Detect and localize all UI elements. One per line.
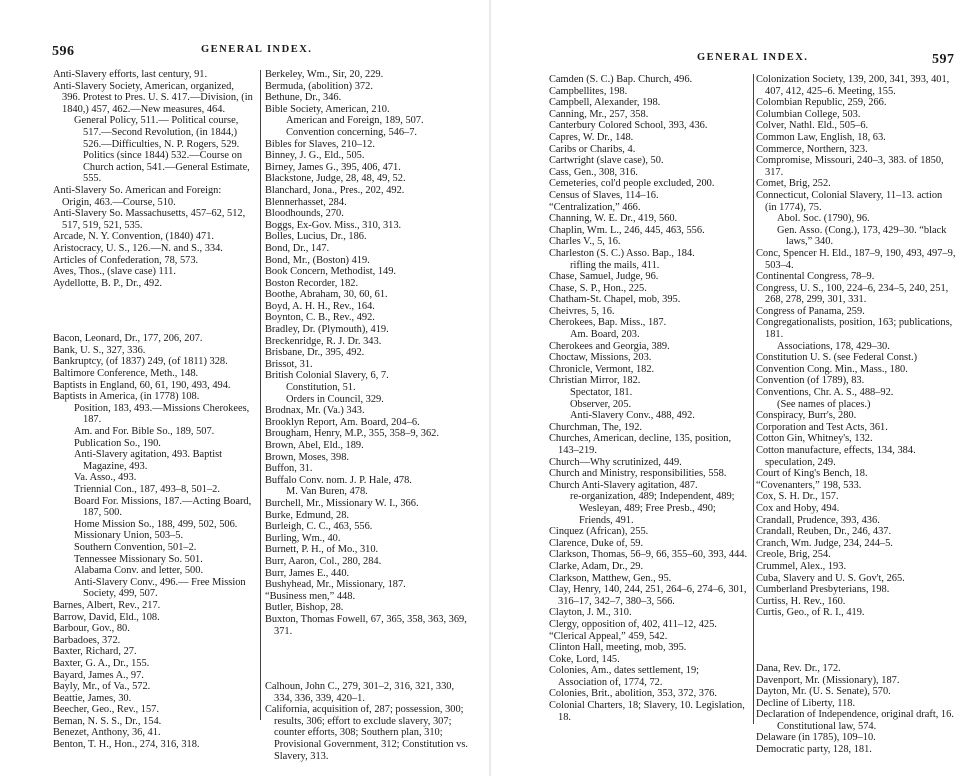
- index-entry: Beattie, James, 30.: [53, 692, 132, 704]
- index-subentry: Gen. Asso. (Cong.), 173, 429–30. “black laws,” 340.: [777, 224, 947, 248]
- running-head: GENERAL INDEX.: [697, 52, 809, 63]
- index-subentry: Observer, 205.: [570, 398, 632, 410]
- index-entry: Campbell, Alexander, 198.: [549, 97, 661, 109]
- index-subentry: Anti-Slavery Conv., 488, 492.: [570, 410, 695, 422]
- index-entry: Congregationalists, position, 163; publications, 181.: [756, 317, 953, 341]
- index-subentry: Publication So., 190.: [74, 437, 161, 449]
- index-entry: “Covenanters,” 198, 533.: [756, 479, 862, 491]
- index-entry: Crandall, Prudence, 393, 436.: [756, 514, 880, 526]
- index-entry: Cheivres, 5, 16.: [549, 305, 615, 317]
- index-entry: Barnes, Albert, Rev., 217.: [53, 599, 161, 611]
- index-entry: Campbellites, 198.: [549, 85, 628, 97]
- index-entry: Cherokees and Georgia, 389.: [549, 340, 670, 352]
- letter-section-gap: [265, 653, 470, 665]
- index-subentry: Board For. Missions, 187.—Acting Board, 187, 500.: [74, 495, 252, 519]
- index-entry: Chronicle, Vermont, 182.: [549, 363, 655, 375]
- index-subentry: American and Foreign, 189, 507.: [286, 115, 424, 127]
- index-entry: Articles of Confederation, 78, 573.: [53, 254, 199, 266]
- index-entry: Commerce, Northern, 323.: [756, 143, 868, 155]
- index-entry: Bond, Dr., 147.: [265, 242, 330, 254]
- index-subentry: Tennessee Missionary So. 501.: [74, 553, 203, 565]
- index-entry: Bloodhounds, 270.: [265, 208, 344, 220]
- index-entry: Church Anti-Slavery agitation, 487.: [549, 479, 698, 491]
- index-entry: Cartwright (slave case), 50.: [549, 155, 664, 167]
- index-entry: Birney, James G., 395, 406, 471.: [265, 161, 401, 173]
- index-entry: Colombian Republic, 259, 266.: [756, 97, 887, 109]
- index-entry: Bayard, James A., 97.: [53, 669, 144, 681]
- index-entry: Constitution U. S. (see Federal Const.): [756, 352, 918, 364]
- index-entry: Church—Why scrutinized, 449.: [549, 456, 682, 468]
- index-entry: Brisbane, Dr., 395, 492.: [265, 347, 365, 359]
- index-entry: Colver, Nathl. Eld., 505–6.: [756, 120, 869, 132]
- index-subentry: Triennial Con., 187, 493–8, 501–2.: [74, 484, 220, 495]
- column-rule: [260, 70, 261, 720]
- index-entry: Anti-Slavery efforts, last century, 91.: [53, 69, 208, 80]
- index-entry: Cherokees, Bap. Miss., 187.: [549, 317, 667, 329]
- index-entry: Brougham, Henry, M.P., 355, 358–9, 362.: [265, 428, 439, 440]
- index-subentry: Am. Board, 203.: [570, 329, 640, 341]
- index-entry: Clarke, Adam, Dr., 29.: [549, 560, 644, 572]
- index-entry: Corporation and Test Acts, 361.: [756, 421, 888, 433]
- index-entry: Coke, Lord, 145.: [549, 653, 620, 665]
- index-entry: Clergy, opposition of, 402, 411–12, 425.: [549, 618, 717, 630]
- index-subentry: M. Van Buren, 478.: [286, 486, 368, 498]
- index-entry: Bible Society, American, 210.: [265, 103, 390, 115]
- index-entry: Anti-Slavery Society, American, organized, 396. Protest to Pres. U. S. 417.—Division, (in 1840,) 457, 462.—New measures, 464.: [53, 80, 253, 115]
- index-entry: Burchell, Mr., Missionary W. I., 366.: [265, 497, 419, 509]
- index-entry: Democratic party, 128, 181.: [756, 744, 872, 756]
- index-entry: Brodnax, Mr. (Va.) 343.: [265, 405, 365, 417]
- index-entry: Baptists in England, 60, 61, 190, 493, 494.: [53, 379, 231, 391]
- index-entry: Burleigh, C. C., 463, 556.: [265, 521, 373, 533]
- index-entry: Colonies, Am., dates settlement, 19; Association of, 1774, 72.: [549, 665, 700, 688]
- index-entry: Crandall, Reuben, Dr., 246, 437.: [756, 526, 892, 538]
- index-entry: Colonization Society, 139, 200, 341, 393, 401, 407, 412, 425–6. Meeting, 155.: [756, 74, 950, 97]
- index-entry: Berkeley, Wm., Sir, 20, 229.: [265, 69, 384, 80]
- index-entry: Anti-Slavery So. American and Foreign: Origin, 463.—Course, 510.: [53, 184, 222, 208]
- index-entry: Cotton manufacture, effects, 134, 384. speculation, 249.: [756, 445, 916, 468]
- index-entry: Congress, U. S., 100, 224–6, 234–5, 240, 251, 268, 278, 299, 301, 331.: [756, 282, 949, 306]
- index-subentry: (See names of places.): [777, 398, 871, 410]
- index-entry: Blanchard, Jona., Pres., 202, 492.: [265, 184, 405, 196]
- index-entry: California, acquisition of, 287; possession, 300; results, 306; effort to exclude slavery, 307; counter efforts, 308; Southern plan, 310; Provisional Government, 312; Constitution vs. Slavery, 313.: [265, 704, 468, 762]
- index-entry: Brown, Abel, Eld., 189.: [265, 440, 364, 451]
- index-entry: Clarkson, Thomas, 56–9, 66, 355–60, 393, 444.: [549, 549, 748, 561]
- index-column: [549, 74, 749, 723]
- index-entry: Conventions, Chr. A. S., 488–92.: [756, 387, 894, 399]
- index-entry: Book Concern, Methodist, 149.: [265, 266, 397, 278]
- index-entry: Boynton, C. B., Rev., 492.: [265, 312, 375, 324]
- index-entry: Barrow, David, Eld., 108.: [53, 611, 160, 623]
- index-entry: Cox, S. H. Dr., 157.: [756, 491, 839, 503]
- index-entry: Decline of Liberty, 118.: [756, 697, 856, 709]
- index-entry: Baltimore Conference, Meth., 148.: [53, 368, 199, 380]
- index-entry: Compromise, Missouri, 240–3, 383. of 1850, 317.: [756, 155, 944, 178]
- index-entry: Benton, T. H., Hon., 274, 316, 318.: [53, 739, 200, 751]
- index-entry: Aristocracy, U. S., 126.—N. and S., 334.: [53, 242, 223, 254]
- index-subentry: Anti-Slavery Conv., 496.— Free Mission Society, 499, 507.: [74, 576, 246, 600]
- index-entry: Cemeteries, col'd people excluded, 200.: [549, 178, 715, 190]
- index-entry: Dana, Rev. Dr., 172.: [756, 662, 841, 674]
- index-subentry: Convention concerning, 546–7.: [286, 126, 418, 138]
- index-entry: Bethune, Dr., 346.: [265, 92, 342, 104]
- index-entry: Canning, Mr., 257, 358.: [549, 108, 649, 120]
- index-entry: Continental Congress, 78–9.: [756, 271, 875, 283]
- index-entry: Aydellotte, B. P., Dr., 492.: [53, 277, 163, 289]
- index-entry: Delaware (in 1785), 109–10.: [756, 732, 876, 744]
- index-entry: Colonial Charters, 18; Slavery, 10. Legislation, 18.: [549, 700, 745, 723]
- column-rule: [753, 74, 754, 724]
- index-entry: Bushyhead, Mr., Missionary, 187.: [265, 579, 406, 591]
- index-entry: Cotton Gin, Whitney's, 132.: [756, 433, 873, 445]
- index-entry: Buffon, 31.: [265, 463, 313, 475]
- index-entry: Burr, Aaron, Col., 280, 284.: [265, 555, 382, 567]
- index-subentry: Va. Asso., 493.: [74, 472, 137, 484]
- index-entry: Clayton, J. M., 310.: [549, 607, 632, 619]
- index-entry: Baxter, G. A., Dr., 155.: [53, 657, 150, 669]
- index-entry: Binney, J. G., Eld., 505.: [265, 150, 365, 162]
- index-subentry: General Policy, 511.— Political course, 517.—Second Revolution, (in 1844,) 526.—Difficulties, N. P. Rogers, 529. Politics (since 1844) 532.—Course on Church action, 541.—General Estimate, 555.: [74, 115, 250, 185]
- index-entry: Crummel, Alex., 193.: [756, 560, 847, 572]
- letter-section-gap: [53, 305, 253, 317]
- index-entry: Anti-Slavery So. Massachusetts, 457–62, 512, 517, 519, 521, 535.: [53, 208, 246, 231]
- index-entry: Churches, American, decline, 135, position, 143–219.: [549, 433, 732, 456]
- index-entry: Barbadoes, 372.: [53, 634, 121, 646]
- index-entry: Common Law, English, 18, 63.: [756, 131, 886, 143]
- page-number: 596: [52, 44, 75, 59]
- index-entry: Bibles for Slaves, 210–12.: [265, 138, 375, 150]
- running-head: GENERAL INDEX.: [201, 44, 313, 55]
- index-entry: Cass, Gen., 308, 316.: [549, 166, 638, 178]
- index-entry: Boyd, A. H. H., Rev., 164.: [265, 300, 375, 312]
- index-entry: Brooklyn Report, Am. Board, 204–6.: [265, 416, 420, 428]
- index-entry: Creole, Brig, 254.: [756, 549, 831, 561]
- index-subentry: re-organization, 489; Independent, 489; Wesleyan, 489; Free Presb., 490; Friends, 491.: [570, 491, 735, 526]
- index-subentry: Position, 183, 493.—Missions Cherokees, 187.: [74, 402, 250, 426]
- index-entry: Curtis, Geo., of R. I., 419.: [756, 607, 865, 619]
- index-entry: Boggs, Ex-Gov. Miss., 310, 313.: [265, 219, 402, 231]
- index-entry: Declaration of Independence, original draft, 16.: [756, 709, 954, 721]
- index-entry: Bermuda, (abolition) 372.: [265, 80, 373, 92]
- index-entry: Chase, S. P., Hon., 225.: [549, 282, 647, 294]
- index-entry: Clinton Hall, meeting, mob, 395.: [549, 642, 687, 654]
- index-entry: Cumberland Presbyterians, 198.: [756, 584, 890, 596]
- index-entry: Cuba, Slavery and U. S. Gov't, 265.: [756, 572, 905, 584]
- index-subentry: Alabama Conv. and letter, 500.: [74, 565, 204, 577]
- index-entry: Baptists in America, (in 1778) 108.: [53, 391, 200, 403]
- index-entry: Cinquez (African), 255.: [549, 526, 649, 538]
- index-entry: Clarkson, Matthew, Gen., 95.: [549, 572, 672, 584]
- index-subentry: Constitutional law, 574.: [777, 720, 877, 732]
- index-subentry: Abol. Soc. (1790), 96.: [777, 213, 870, 225]
- index-entry: Cox and Hoby, 494.: [756, 502, 840, 514]
- index-entry: Comet, Brig, 252.: [756, 178, 831, 190]
- index-entry: Columbian College, 503.: [756, 108, 861, 120]
- index-entry: Beecher, Geo., Rev., 157.: [53, 704, 159, 716]
- index-entry: Bradley, Dr. (Plymouth), 419.: [265, 324, 389, 336]
- index-entry: Clay, Henry, 140, 244, 251, 264–6, 274–6, 301, 316–17, 342–7, 380–3, 566.: [549, 584, 747, 607]
- index-entry: Brissot, 31.: [265, 358, 313, 370]
- index-entry: Buxton, Thomas Fowell, 67, 365, 358, 363, 369, 371.: [265, 613, 467, 637]
- index-entry: Blackstone, Judge, 28, 48, 49, 52.: [265, 173, 406, 185]
- index-entry: Dayton, Mr. (U. S. Senate), 570.: [756, 686, 891, 698]
- index-entry: Baxter, Richard, 27.: [53, 646, 137, 658]
- index-entry: Barbour, Gov., 80.: [53, 623, 130, 635]
- index-entry: Chatham-St. Chapel, mob, 395.: [549, 294, 681, 306]
- index-entry: Christian Mirror, 182.: [549, 375, 641, 387]
- index-subentry: Southern Convention, 501–2.: [74, 541, 197, 553]
- index-entry: Calhoun, John C., 279, 301–2, 316, 321, 330, 334, 336, 339, 420–1.: [265, 681, 455, 704]
- index-entry: Choctaw, Missions, 203.: [549, 352, 652, 364]
- index-entry: Colonies, Brit., abolition, 353, 372, 376.: [549, 688, 717, 700]
- index-column: [756, 74, 956, 756]
- page-number: 597: [932, 52, 955, 67]
- index-entry: Bayly, Mr., of Va., 572.: [53, 681, 151, 693]
- letter-section-gap: [756, 635, 956, 647]
- index-entry: “Business men,” 448.: [265, 590, 356, 602]
- index-subentry: Associations, 178, 429–30.: [777, 340, 890, 352]
- index-entry: Butler, Bishop, 28.: [265, 602, 344, 614]
- index-entry: Court of King's Bench, 18.: [756, 468, 868, 480]
- index-entry: Convention (of 1789), 83.: [756, 375, 865, 387]
- index-entry: Church and Ministry, responsibilities, 558.: [549, 468, 727, 480]
- index-entry: Bond, Mr., (Boston) 419.: [265, 254, 370, 266]
- index-entry: Canterbury Colored School, 393, 436.: [549, 120, 708, 132]
- index-entry: Clarence, Duke of, 59.: [549, 537, 644, 549]
- index-entry: Census of Slaves, 114–16.: [549, 189, 659, 201]
- index-subentry: Missionary Union, 503–5.: [74, 530, 184, 542]
- index-entry: Bolles, Lucius, Dr., 186.: [265, 231, 367, 243]
- index-entry: Cranch, Wm. Judge, 234, 244–5.: [756, 537, 893, 549]
- index-entry: “Clerical Appeal,” 459, 542.: [549, 630, 668, 642]
- index-entry: Convention Cong. Min., Mass., 180.: [756, 363, 908, 375]
- index-entry: Buffalo Conv. nom. J. P. Hale, 478.: [265, 474, 412, 486]
- index-entry: Beman, N. S. S., Dr., 154.: [53, 715, 162, 727]
- index-entry: Blennerhasset, 284.: [265, 196, 347, 208]
- index-entry: Burke, Edmund, 28.: [265, 509, 349, 521]
- index-entry: Caribs or Charibs, 4.: [549, 143, 636, 155]
- index-entry: Benezet, Anthony, 36, 41.: [53, 727, 161, 739]
- index-entry: Boothe, Abraham, 30, 60, 61.: [265, 289, 388, 301]
- index-entry: Camden (S. C.) Bap. Church, 496.: [549, 74, 693, 85]
- index-entry: Burnett, P. H., of Mo., 310.: [265, 544, 379, 556]
- index-entry: Bank, U. S., 327, 336.: [53, 344, 146, 356]
- index-column: [265, 69, 470, 762]
- index-entry: Davenport, Mr. (Missionary), 187.: [756, 674, 900, 686]
- index-entry: Capres, W. Dr., 148.: [549, 131, 634, 143]
- index-subentry: Orders in Council, 329.: [286, 393, 384, 405]
- index-entry: Curtiss, H. Rev., 160.: [756, 595, 846, 607]
- index-entry: Brown, Moses, 398.: [265, 451, 349, 463]
- index-entry: Connecticut, Colonial Slavery, 11–13. action (in 1774), 75.: [756, 189, 943, 213]
- index-entry: Chaplin, Wm. L., 246, 445, 463, 556.: [549, 224, 705, 236]
- index-entry: Breckenridge, R. J. Dr. 343.: [265, 335, 382, 347]
- index-subentry: Home Mission So., 188, 499, 502, 506.: [74, 518, 238, 530]
- index-entry: Boston Recorder, 182.: [265, 277, 359, 289]
- index-entry: Churchman, The, 192.: [549, 421, 643, 433]
- index-subentry: Constitution, 51.: [286, 382, 356, 394]
- index-entry: Aves, Thos., (slave case) 111.: [53, 266, 176, 278]
- index-entry: Conspiracy, Burr's, 280.: [756, 410, 857, 422]
- index-entry: Bankruptcy, (of 1837) 249, (of 1811) 328.: [53, 356, 228, 368]
- index-entry: Chase, Samuel, Judge, 96.: [549, 271, 659, 283]
- index-entry: Charles V., 5, 16.: [549, 236, 621, 248]
- index-entry: British Colonial Slavery, 6, 7.: [265, 370, 389, 382]
- index-column: [53, 69, 253, 751]
- index-subentry: Am. and For. Bible So., 189, 507.: [74, 426, 215, 438]
- index-subentry: Anti-Slavery agitation, 493. Baptist Magazine, 493.: [74, 449, 223, 472]
- index-entry: Burr, James E., 440.: [265, 567, 350, 579]
- right-page: [490, 0, 980, 776]
- index-subentry: Spectator, 181.: [570, 387, 633, 399]
- index-entry: Congress of Panama, 259.: [756, 305, 865, 317]
- index-entry: Conc, Spencer H. Eld., 187–9, 190, 493, 497–9, 503–4.: [756, 247, 956, 271]
- index-entry: Channing, W. E. Dr., 419, 560.: [549, 213, 678, 225]
- index-entry: Arcade, N. Y. Convention, (1840) 471.: [53, 231, 215, 243]
- index-entry: “Centralization,” 466.: [549, 201, 641, 213]
- index-entry: Burling, Wm., 40.: [265, 532, 341, 544]
- index-entry: Charleston (S. C.) Asso. Bap., 184.: [549, 247, 695, 259]
- index-subentry: rifling the mails, 411.: [570, 259, 660, 271]
- index-entry: Bacon, Leonard, Dr., 177, 206, 207.: [53, 333, 203, 345]
